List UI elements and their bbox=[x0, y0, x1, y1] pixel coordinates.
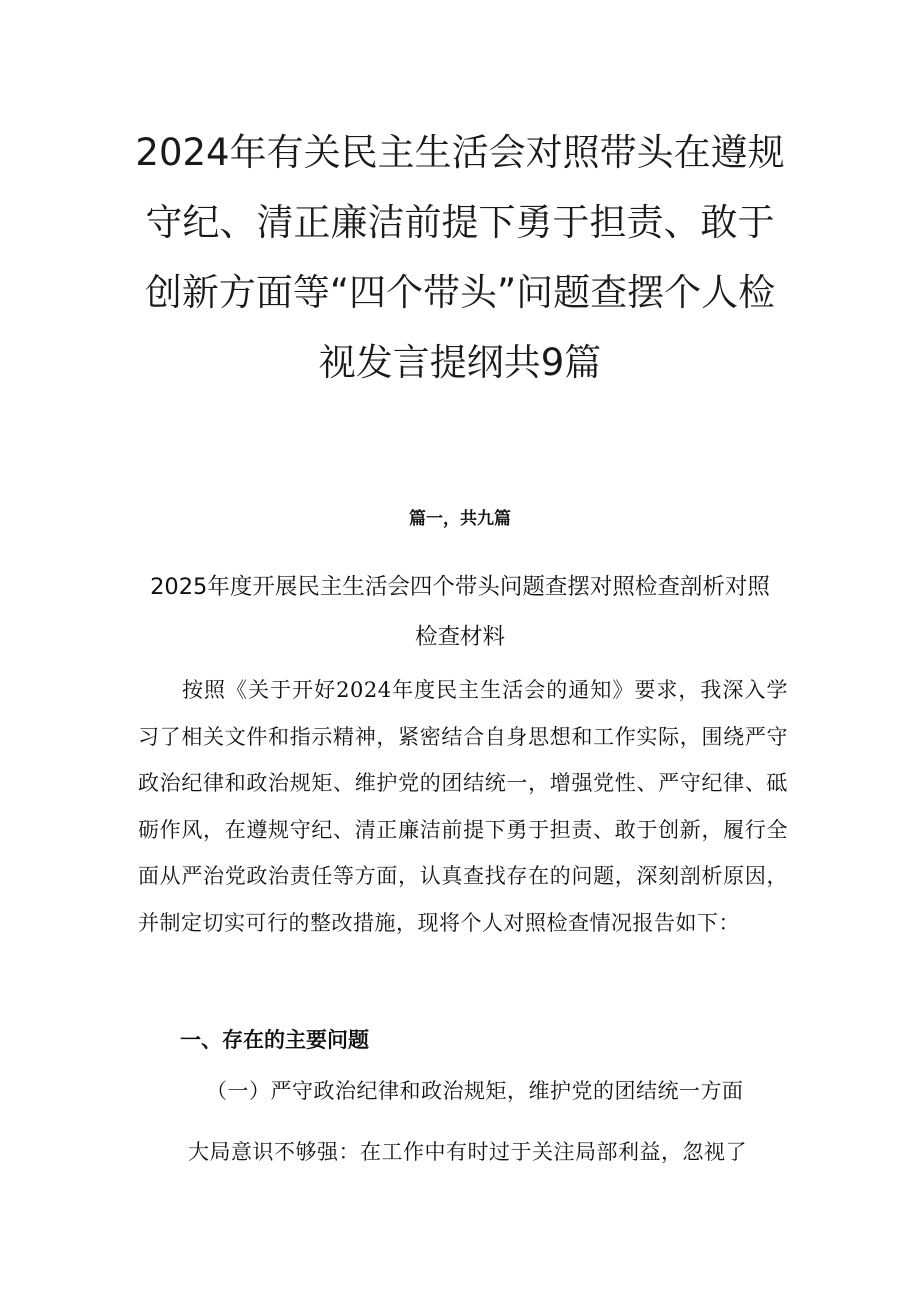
section-heading: 一、存在的主要问题 bbox=[180, 1027, 369, 1052]
document-main-title: 2024年有关民主生活会对照带头在遵规守纪、清正廉洁前提下勇于担责、敢于创新方面等“四个带头”问题查摆个人检视发言提纲共9篇 bbox=[135, 131, 785, 384]
part-label: 篇一，共九篇 bbox=[409, 509, 511, 529]
sub-section-heading: （一）严守政治纪律和政治规矩，维护党的团结统一方面 bbox=[206, 1079, 744, 1103]
document-sub-title: 2025年度开展民主生活会四个带头问题查摆对照检查剖析对照检查材料 bbox=[150, 574, 770, 650]
body-text-line: 大局意识不够强：在工作中有时过于关注局部利益，忽视了 bbox=[188, 1140, 747, 1164]
intro-paragraph: 按照《关于开好2024年度民主生活会的通知》要求，我深入学习了相关文件和指示精神，紧密结合自身思想和工作实际，围绕严守政治纪律和政治规矩、维护党的团结统一，增强党性、严守纪律、砥砺作风，在遵规守纪、清正廉洁前提下勇于担责、敢于创新，履行全面从严治党政治责任等方面，认真查找存在的问题，深刻剖析原因，并制定切实可行的整改措施，现将个人对照检查情况报告如下： bbox=[138, 678, 788, 935]
